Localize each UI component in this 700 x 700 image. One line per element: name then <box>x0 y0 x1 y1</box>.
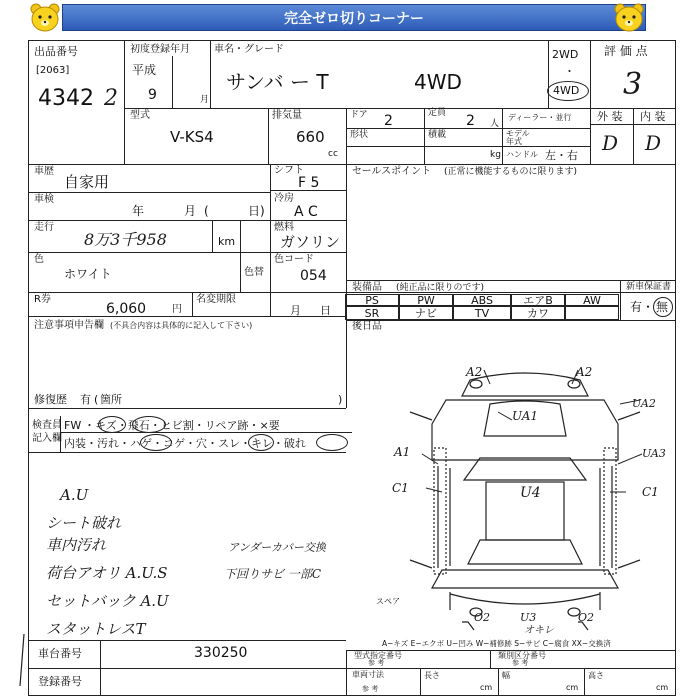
diag-label-c1-right: C1 <box>642 485 659 499</box>
color-label: 色 <box>34 254 44 265</box>
checklist-label-1: 検査員 <box>32 420 62 431</box>
drive-4wd: 4WD <box>553 84 580 97</box>
title-expiry-day: 日 <box>320 304 331 317</box>
equipment-item: エアB <box>511 294 565 306</box>
page-title: 完全ゼロ切りコーナー <box>62 4 646 31</box>
displacement-unit: cc <box>328 149 338 159</box>
sales-point-note: (正常に機能するものに限ります) <box>444 167 578 177</box>
diag-spare: スペア <box>376 597 400 606</box>
equipment-item: SR <box>345 306 399 320</box>
shift-label: シフト <box>274 165 304 176</box>
repair-value: 有 <box>80 393 91 406</box>
cooling-label: 冷房 <box>274 193 294 204</box>
drive-dot: ・ <box>564 65 575 78</box>
class-ref-label: 参 考 <box>512 659 529 667</box>
warranty-label: 新車保証書 <box>626 282 672 292</box>
drive-2wd: 2WD <box>552 48 579 61</box>
bear-mascot-left-icon <box>28 2 62 34</box>
history-value: 自家用 <box>64 173 110 191</box>
handle-value: 左・右 <box>545 149 578 162</box>
recycle-value: 6,060 <box>106 301 147 317</box>
checklist-row2-head: 内装 <box>64 437 86 450</box>
capacity-unit: 人 <box>490 119 500 129</box>
type-ref-label: 参 考 <box>368 659 385 667</box>
registration-number-label: 登録番号 <box>38 675 82 688</box>
diag-label-ua2: UA2 <box>632 397 656 410</box>
inspection-day-open: ( <box>204 204 209 218</box>
lot-number: 4342 <box>38 86 94 111</box>
title-expiry-month: 月 <box>290 304 301 317</box>
doors-label: ドア <box>350 110 368 120</box>
width-unit: cm <box>566 683 579 692</box>
warranty-dot: ・ <box>642 300 655 314</box>
diag-label-a1: A1 <box>394 445 411 459</box>
mileage-value: 8万3千958 <box>84 230 167 249</box>
equipment-label: 装備品 <box>352 282 382 293</box>
title-expiry-label: 名変期限 <box>196 294 236 305</box>
diag-label-u3: U3 <box>520 611 537 624</box>
doors-value: 2 <box>384 113 393 129</box>
diag-legend: A−キズ E−エクボ U−凹み W−補修跡 S−サビ C−腐食 XX−交換済 <box>382 639 611 648</box>
handwritten-line: セットバック A.U <box>46 592 169 610</box>
checklist-label-2: 記入欄 <box>32 433 62 444</box>
equipment-item: PS <box>345 294 399 306</box>
dimensions-label: 車両寸法 <box>352 670 384 679</box>
load-unit: kg <box>490 150 501 160</box>
class-number-label: 類別区分番号 <box>498 651 546 660</box>
diag-label-a2-left: A2 <box>466 365 483 379</box>
diag-label-ua3: UA3 <box>642 447 666 460</box>
fuel-value: ガソリン <box>280 233 341 251</box>
capacity-label: 定員 <box>428 108 447 118</box>
car-name: サンバ ー T <box>226 70 329 94</box>
equipment-item: ABS <box>453 294 511 306</box>
recycle-label: R券 <box>34 294 51 305</box>
length-label: 長さ <box>424 671 440 680</box>
checklist-row1: ・キズ・飛石・ヒビ割・リペア跡・×要 <box>84 419 280 432</box>
shape-label: 形状 <box>350 130 369 140</box>
interior-label: 内 装 <box>640 110 666 123</box>
score-label: 評 価 点 <box>604 44 648 58</box>
first-registration-label: 初度登録年月 <box>130 44 190 55</box>
check-circle-tobiishi <box>132 416 166 433</box>
length-unit: cm <box>480 683 493 692</box>
height-label: 高さ <box>588 671 604 680</box>
repair-bracket: ( <box>94 393 99 406</box>
diag-label-c1-left: C1 <box>392 481 409 495</box>
mileage-label: 走行 <box>34 222 54 233</box>
dimensions-ref-label: 参 考 <box>362 685 379 693</box>
check-circle-sure <box>248 434 274 451</box>
chassis-value: 330250 <box>194 645 248 661</box>
model-label: 型式 <box>130 110 150 121</box>
car-name-label: 車名・グレード <box>214 44 284 55</box>
shift-value: F 5 <box>298 175 320 191</box>
lot-suffix: 2 <box>104 86 118 111</box>
aftermarket-label: 後日品 <box>352 321 382 332</box>
check-circle-yabure <box>316 434 348 451</box>
repair-label: 修復歴 <box>34 393 67 406</box>
exterior-value: D <box>602 131 619 155</box>
notes-label: 注意事項申告欄 <box>34 320 104 331</box>
inspection-day: 日) <box>248 204 265 218</box>
model-year-label: モデル 年式 <box>506 129 530 146</box>
check-circle-kizu <box>98 416 126 433</box>
handwritten-line: シート破れ <box>46 514 122 532</box>
chassis-label: 車台番号 <box>38 647 82 660</box>
score-value: 3 <box>623 67 643 102</box>
equipment-item: ナビ <box>399 306 453 320</box>
undercover-note: アンダーカバー交換 <box>228 541 326 554</box>
color-change-label: 色替 <box>244 267 264 278</box>
equipment-item: カワ <box>511 306 565 320</box>
height-unit: cm <box>656 683 669 692</box>
registration-year: 9 <box>148 87 157 103</box>
margin-stroke <box>12 630 32 690</box>
displacement-label: 排気量 <box>272 110 302 121</box>
equipment-item: PW <box>399 294 453 306</box>
lot-code: [2063] <box>36 65 70 76</box>
diag-label-o2-left: O2 <box>474 611 491 624</box>
recycle-unit: 円 <box>172 304 182 315</box>
load-label: 積載 <box>428 130 447 140</box>
model-value: V-KS4 <box>170 128 214 146</box>
warranty-no: 無 <box>656 300 669 314</box>
registration-month-unit: 月 <box>200 95 210 105</box>
checklist-row1-head: FW <box>64 419 82 432</box>
inspection-month: 月 <box>184 204 197 218</box>
diag-label-o2-right: O2 <box>578 611 595 624</box>
capacity-value: 2 <box>466 113 475 129</box>
color-code-label: 色コード <box>274 254 314 265</box>
handwritten-line: A.U <box>60 486 89 504</box>
mileage-unit: km <box>218 235 236 248</box>
fuel-label: 燃料 <box>274 222 294 233</box>
handwritten-line: 荷台アオリ A.U.S <box>46 564 168 582</box>
repair-close: ) <box>338 393 343 406</box>
diag-label-u4: U4 <box>520 485 541 501</box>
color-value: ホワイト <box>64 267 112 281</box>
equipment-note: (純正品に限りのです) <box>396 283 485 293</box>
equipment-item <box>565 306 619 320</box>
width-label: 幅 <box>502 671 510 680</box>
inspection-label: 車検 <box>34 194 54 205</box>
checklist-row2: ・汚れ・ハゲ・コゲ・穴・スレ・キレ・破れ <box>86 437 306 450</box>
repair-place: 箇所 <box>100 393 122 406</box>
cooling-value: A C <box>294 204 318 220</box>
notes-note: (不具合内容は具体的に記入して下さい) <box>110 321 253 330</box>
sales-point-label: セールスポイント <box>352 166 432 177</box>
exterior-label: 外 装 <box>597 110 623 123</box>
roof-note: 下回りサビ 一部C <box>224 567 321 581</box>
handwritten-line: スタットレスT <box>46 620 146 638</box>
diag-label-okire: オキレ <box>524 625 554 636</box>
equipment-item: TV <box>453 306 511 320</box>
color-code-value: 054 <box>300 268 327 284</box>
interior-value: D <box>645 131 662 155</box>
history-label: 車歴 <box>34 166 54 177</box>
diag-label-ua1: UA1 <box>512 409 539 423</box>
type-number-label: 型式指定番号 <box>354 651 402 660</box>
diag-label-a2-right: A2 <box>576 365 593 379</box>
era: 平成 <box>132 63 157 77</box>
displacement-value: 660 <box>296 128 325 146</box>
check-circle-yogore <box>140 434 172 451</box>
car-grade: 4WD <box>414 70 462 94</box>
dealer-label: ディーラー・並行 <box>508 113 572 122</box>
handle-label: ハンドル <box>506 150 538 159</box>
warranty-yes: 有 <box>630 300 643 314</box>
inspection-year: 年 <box>132 204 145 218</box>
equipment-item: AW <box>565 294 619 306</box>
bear-mascot-right-icon <box>612 2 646 34</box>
lot-label: 出品番号 <box>34 45 78 58</box>
handwritten-line: 車内汚れ <box>46 536 107 554</box>
